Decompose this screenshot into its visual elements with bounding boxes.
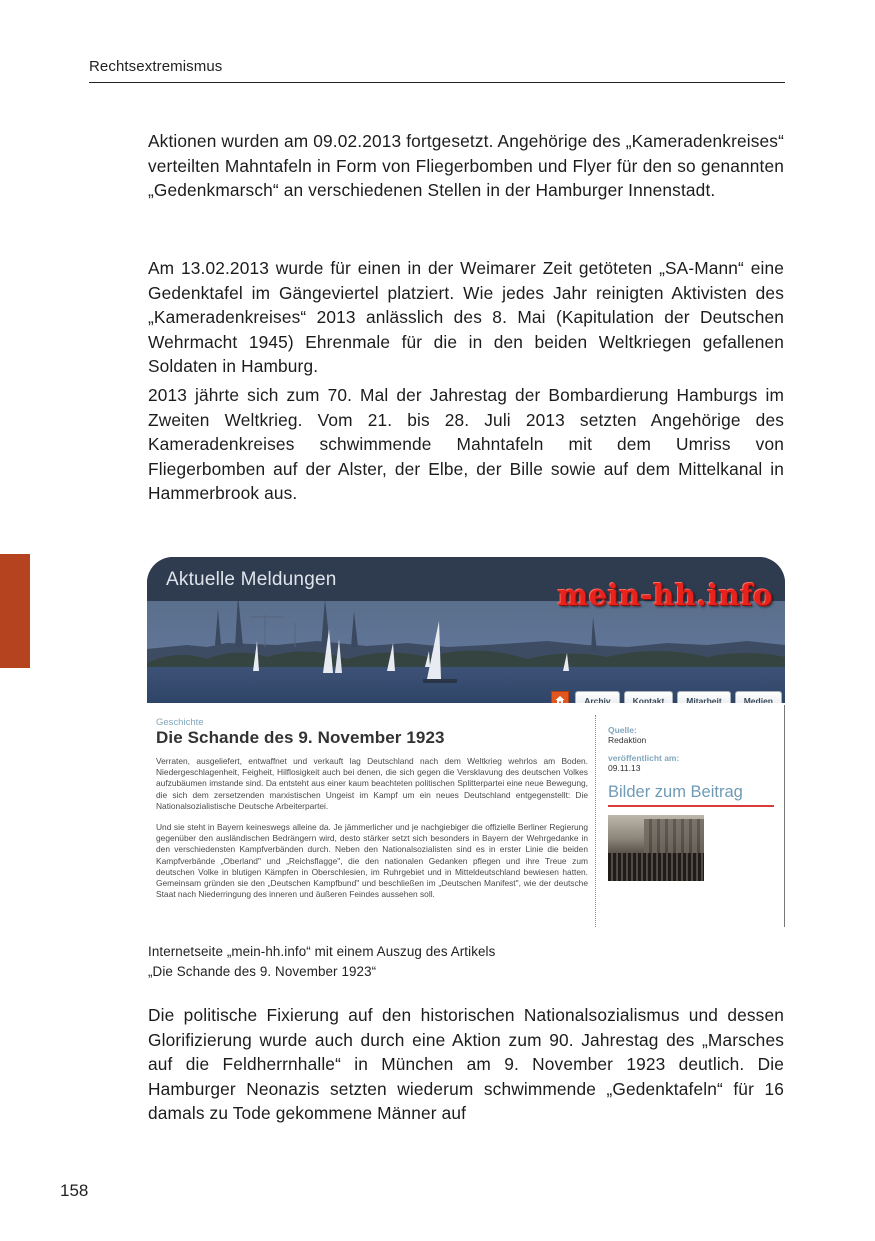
paragraph-3 — [148, 383, 784, 506]
site-logo[interactable]: mein-hh.info — [557, 578, 773, 612]
source-value: Redaktion — [608, 735, 647, 745]
paragraph-2 — [148, 256, 784, 379]
caption-line-2: „Die Schande des 9. November 1923“ — [148, 964, 377, 979]
paragraph-text: Am 13.02.2013 wurde für einen in der Weimarer Zeit getöteten „SA-Mann“ eine Gedenktafel im Gängeviertel platziert. Wie jedes Jahr reinigten Aktivisten des „Kameradenkreises“ 2013 anlässlich des 8. Mai (Kapitulation der Deutschen Wehrmacht 1945) Ehrenmale für die in den beiden Weltkriegen gefallenen Soldaten in Hamburg. — [148, 258, 784, 377]
paragraph-1 — [148, 129, 784, 203]
site-header — [147, 557, 785, 703]
nav-tab-medien[interactable]: Medien — [735, 691, 782, 703]
article-paragraph: Verraten, ausgeliefert, entwaffnet und verkauft lag Deutschland nach dem Weltkrieg wehrlos am Boden. Niedergeschlagenheit, Feigheit, Hilflosigkeit auch bei denen, die sich gegen die Versklavung des deutschen Volkes aufzubäumen imstande sind. Da entsteht aus einer kaum beachteten politischen Splitterpartei eine neue Bewegung, die sich dem zersetzenden marxistischen Ungeist im Kampf um ein neues Deutschland entgegenstellt: Die Nationalsozialistische Deutsche Arbeiterpartei. — [156, 756, 588, 811]
site-content — [147, 705, 785, 927]
source-label: Quelle: — [608, 725, 637, 735]
paragraph-text: Die politische Fixierung auf den historischen Nationalsozialismus und dessen Glorifizierung wurde auch durch eine Aktion zum 90. Jahrestag des „Marsches auf die Feldherrnhalle“ in München am 9. November 1923 deutlich. Die Hamburger Neonazis setzten wiederum schwimmende „Gedenktafeln“ für 16 damals zu Tode gekommene Männer auf — [148, 1005, 784, 1124]
column-divider — [595, 715, 596, 927]
historic-march-photo-thumbnail[interactable] — [608, 815, 704, 881]
paragraph-4 — [148, 1003, 784, 1126]
home-button[interactable] — [551, 691, 569, 703]
site-nav — [551, 691, 782, 703]
chapter-tab-marker — [0, 554, 30, 668]
article-title: Die Schande des 9. November 1923 — [156, 728, 445, 747]
paragraph-text: Aktionen wurden am 09.02.2013 fortgesetzt. Angehörige des „Kameradenkreises“ verteilten Mahntafeln in Form von Fliegerbomben und Flyer für den so genannten „Gedenkmarsch“ an verschiedenen Stellen in der Hamburger Innenstadt. — [148, 131, 784, 201]
images-heading: Bilder zum Beitrag — [608, 783, 743, 801]
page-number: 158 — [60, 1181, 89, 1200]
article-body — [156, 756, 588, 900]
hamburg-skyline-image — [147, 601, 785, 703]
article — [156, 717, 588, 910]
caption-line-1: Internetseite „mein-hh.info“ mit einem Auszug des Artikels — [148, 944, 496, 959]
running-head: Rechtsextremismus — [89, 58, 223, 75]
images-heading-rule — [608, 805, 774, 807]
nav-tab-kontakt[interactable]: Kontakt — [624, 691, 674, 703]
published-date: 09.11.13 — [608, 763, 641, 773]
published-label: veröffentlicht am: — [608, 753, 680, 763]
header-rule — [89, 82, 785, 83]
site-header-title: Aktuelle Meldungen — [166, 569, 337, 590]
home-icon — [555, 695, 565, 703]
site-right-border — [784, 705, 785, 927]
article-paragraph: Und sie steht in Bayern keineswegs alleine da. Je jämmerlicher und je nachgiebiger die offizielle Berliner Regierung gegenüber den ausländischen Bedrängern wird, desto stärker setzt sich besonders in Bayern der Wehrgedanke in den verschiedensten Kampfverbänden durch. Neben den Nationalsozialisten sind es in erster Linie die beiden Kampfverbände „Oberland" und „Reichsflagge", die den nationalen Gedanken pflegen und ihre Treue zum deutschen Volke in blutigen Kämpfen in Oberschlesien, im Ruhrgebiet und in Mitteldeutschland bewiesen hatten. Gemeinsam gründen sie den „Deutschen Kampfbund" und beschließen im „Deutschen Manifest", wie der deutsche Staat nach Niederringung des inneren und äußeren Feindes aussehen soll. — [156, 822, 588, 900]
article-category[interactable]: Geschichte — [156, 717, 204, 728]
figure-caption — [148, 942, 495, 982]
nav-tab-archiv[interactable]: Archiv — [575, 691, 619, 703]
photo-crowd — [608, 853, 704, 881]
nav-tab-mitarbeit[interactable]: Mitarbeit — [677, 691, 730, 703]
website-screenshot-figure — [147, 557, 785, 927]
paragraph-text: 2013 jährte sich zum 70. Mal der Jahrestag der Bombardierung Hamburgs im Zweiten Weltkrieg. Vom 21. bis 28. Juli 2013 setzten Angehörige des Kameradenkreises schwimmende Mahntafeln mit dem Umriss von Fliegerbomben auf der Alster, der Elbe, der Bille sowie auf dem Mittelkanal in Hammerbrook aus. — [148, 385, 784, 504]
article-sidebar — [608, 725, 778, 881]
